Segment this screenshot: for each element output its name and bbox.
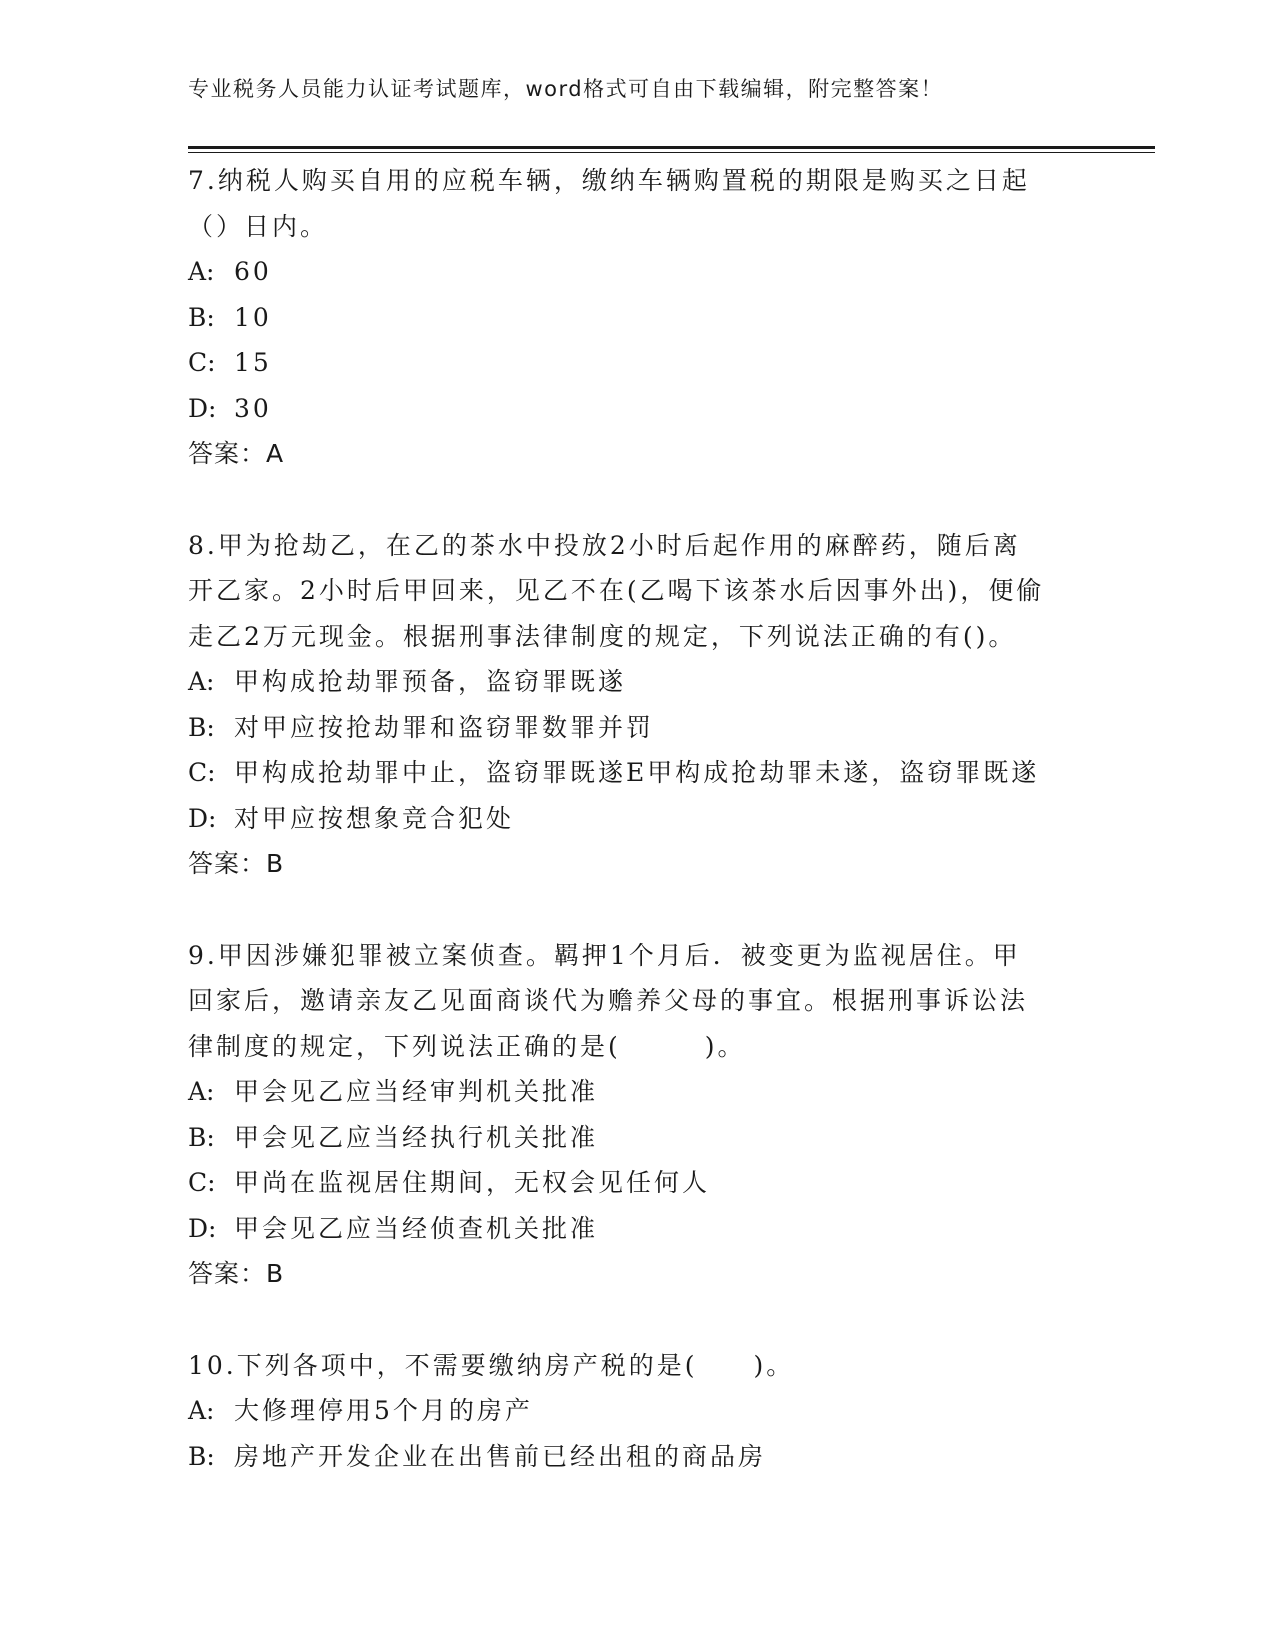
option-text: 甲会见乙应当经审判机关批准 xyxy=(234,1077,599,1106)
option-key: C: xyxy=(188,348,216,377)
option-text: 大修理停用5个月的房产 xyxy=(234,1396,533,1425)
option-key: B: xyxy=(188,712,215,742)
option-key: D: xyxy=(188,803,217,833)
question-7 xyxy=(188,158,1088,477)
option-a xyxy=(188,249,1088,295)
page-header: 专业税务人员能力认证考试题库，word格式可自由下载编辑，附完整答案！ xyxy=(188,77,944,101)
option-text: 对甲应按想象竞合犯处 xyxy=(234,803,515,833)
option-b xyxy=(188,1115,1088,1161)
option-d xyxy=(188,796,1088,842)
option-a xyxy=(188,1388,1088,1434)
option-text: 甲会见乙应当经侦查机关批准 xyxy=(234,1213,599,1243)
option-d xyxy=(188,1206,1088,1252)
option-b xyxy=(188,1434,1088,1480)
option-text: 甲构成抢劫罪中止，盗窃罪既遂E甲构成抢劫罪未遂，盗窃罪既遂 xyxy=(234,758,1040,787)
option-text: 甲构成抢劫罪预备，盗窃罪既遂 xyxy=(234,667,627,696)
option-key: B: xyxy=(188,1122,215,1152)
answer: 答案：B xyxy=(188,849,285,878)
option-b xyxy=(188,705,1088,751)
option-c xyxy=(188,750,1088,796)
question-stem-line: 10.下列各项中，不需要缴纳房产税的是( )。 xyxy=(188,1350,795,1380)
option-text: 10 xyxy=(234,302,272,332)
option-text: 30 xyxy=(234,393,272,423)
answer: 答案：B xyxy=(188,1259,285,1288)
question-stem-line: （）日内。 xyxy=(188,211,329,241)
option-c xyxy=(188,340,1088,386)
option-key: A: xyxy=(188,1077,215,1106)
option-text: 甲会见乙应当经执行机关批准 xyxy=(234,1122,599,1152)
option-a xyxy=(188,659,1088,705)
question-9 xyxy=(188,933,1088,1297)
option-text: 60 xyxy=(234,257,272,286)
option-key: D: xyxy=(188,1213,217,1243)
option-text: 对甲应按抢劫罪和盗窃罪数罪并罚 xyxy=(234,712,655,742)
option-text: 甲尚在监视居住期间，无权会见任何人 xyxy=(234,1168,711,1197)
option-key: B: xyxy=(188,1441,215,1471)
option-key: C: xyxy=(188,758,216,787)
option-text: 房地产开发企业在出售前已经出租的商品房 xyxy=(234,1441,767,1471)
question-stem-line: 7.纳税人购买自用的应税车辆，缴纳车辆购置税的期限是购买之日起 xyxy=(188,166,1030,195)
option-key: A: xyxy=(188,257,215,286)
question-10 xyxy=(188,1343,1088,1480)
question-8 xyxy=(188,523,1088,887)
header-rule-thin xyxy=(188,152,1155,153)
option-d xyxy=(188,386,1088,432)
question-stem-line: 9.甲因涉嫌犯罪被立案侦查。羁押1个月后．被变更为监视居住。甲 xyxy=(188,940,1021,970)
header-rule-thick xyxy=(188,146,1155,149)
option-a xyxy=(188,1069,1088,1115)
option-key: B: xyxy=(188,302,215,332)
question-stem-line: 走乙2万元现金。根据刑事法律制度的规定，下列说法正确的有()。 xyxy=(188,621,1017,651)
question-stem-line: 8.甲为抢劫乙，在乙的茶水中投放2小时后起作用的麻醉药，随后离 xyxy=(188,530,1021,560)
question-stem-line: 回家后，邀请亲友乙见面商谈代为赡养父母的事宜。根据刑事诉讼法 xyxy=(188,986,1029,1015)
option-key: D: xyxy=(188,393,217,423)
question-list xyxy=(188,158,1088,1525)
option-key: A: xyxy=(188,1396,215,1425)
question-stem-line: 开乙家。2小时后甲回来，见乙不在(乙喝下该茶水后因事外出)，便偷 xyxy=(188,576,1045,605)
option-b xyxy=(188,295,1088,341)
option-key: A: xyxy=(188,667,215,696)
answer: 答案：A xyxy=(188,439,285,468)
option-c xyxy=(188,1160,1088,1206)
option-text: 15 xyxy=(234,348,272,377)
option-key: C: xyxy=(188,1168,216,1197)
question-stem-line: 律制度的规定，下列说法正确的是( )。 xyxy=(188,1031,746,1061)
